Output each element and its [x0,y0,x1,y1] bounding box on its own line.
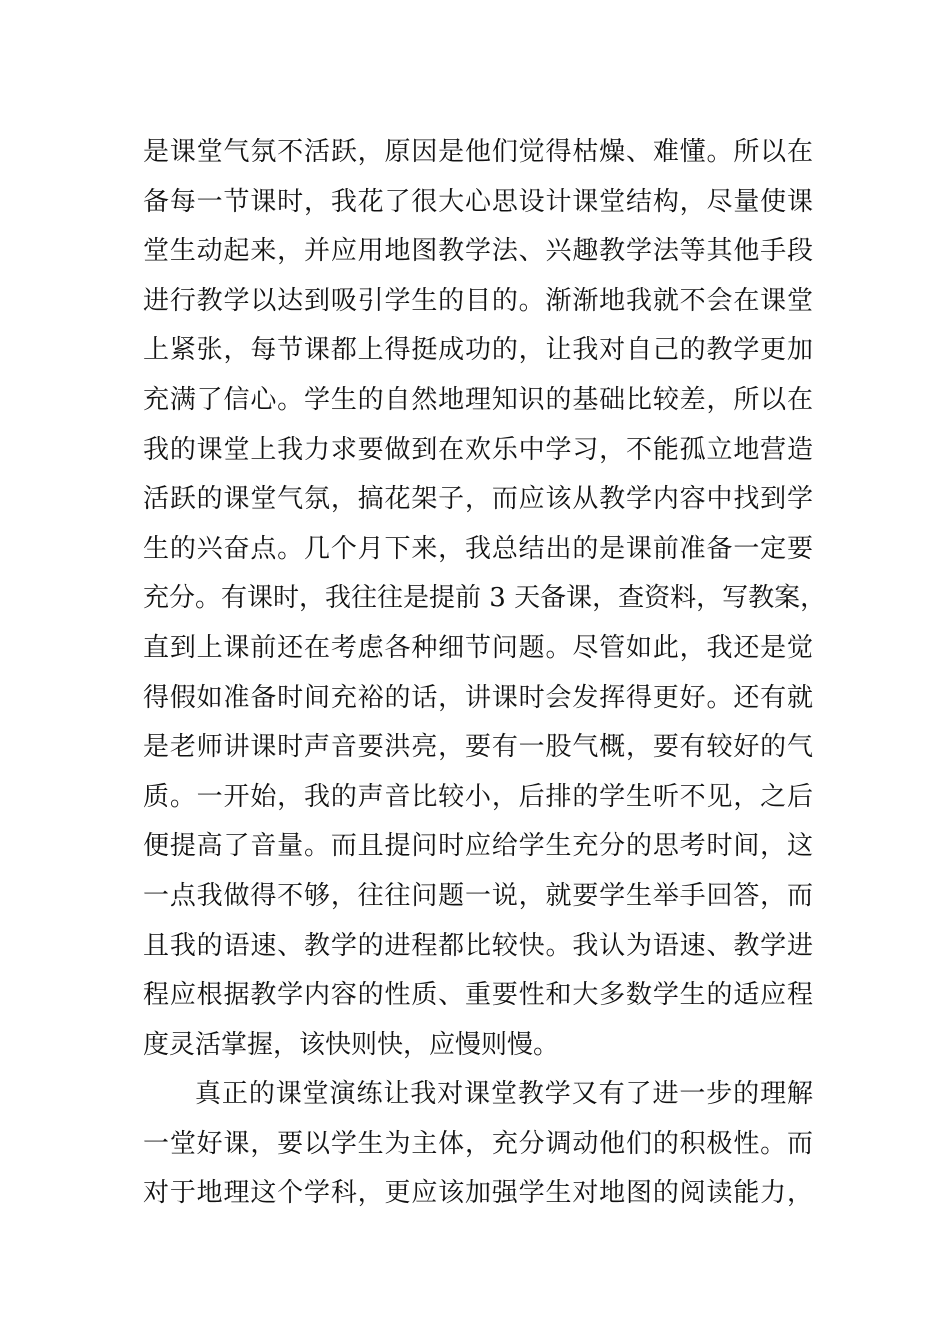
text-line: 备每一节课时，我花了很大心思设计课堂结构，尽量使课 [143,186,813,217]
text-line: 且我的语速、教学的进程都比较快。我认为语速、教学进 [143,930,813,961]
text-line: 程应根据教学内容的性质、重要性和大多数学生的适应程 [143,980,813,1011]
text-line: 一点我做得不够，往往问题一说，就要学生举手回答，而 [143,880,813,911]
text-line: 是课堂气氛不活跃，原因是他们觉得枯燥、难懂。所以在 [143,137,813,167]
text-line: 充满了信心。学生的自然地理知识的基础比较差，所以在 [143,384,813,415]
body-text [143,128,827,1219]
text-line: 上紧张，每节课都上得挺成功的，让我对自己的教学更加 [143,335,813,366]
text-line: 堂生动起来，并应用地图教学法、兴趣教学法等其他手段 [143,236,813,267]
text-line: 充分。有课时，我往往是提前 3 天备课，查资料，写教案， [143,583,827,614]
text-line: 活跃的课堂气氛，搞花架子，而应该从教学内容中找到学 [143,484,813,515]
paragraph-end-line: 度灵活掌握，该快则快，应慢则慢。 [143,1029,560,1060]
text-line: 便提高了音量。而且提问时应给学生充分的思考时间，这 [143,831,813,862]
text-line: 进行教学以达到吸引学生的目的。渐渐地我就不会在课堂 [143,285,813,316]
paragraph-start-line: 真正的课堂演练让我对课堂教学又有了进一步的理解 [195,1079,813,1110]
text-line: 直到上课前还在考虑各种细节问题。尽管如此，我还是觉 [143,632,813,663]
text-line: 质。一开始，我的声音比较小，后排的学生听不见，之后 [143,781,813,812]
text-line: 对于地理这个学科，更应该加强学生对地图的阅读能力， [143,1178,813,1209]
text-line: 一堂好课，要以学生为主体，充分调动他们的积极性。而 [143,1128,813,1159]
text-line: 我的课堂上我力求要做到在欢乐中学习，不能孤立地营造 [143,434,813,465]
text-line: 得假如准备时间充裕的话，讲课时会发挥得更好。还有就 [143,682,813,713]
text-line: 是老师讲课时声音要洪亮，要有一股气概，要有较好的气 [143,732,813,763]
text-line: 生的兴奋点。几个月下来，我总结出的是课前准备一定要 [143,533,813,564]
